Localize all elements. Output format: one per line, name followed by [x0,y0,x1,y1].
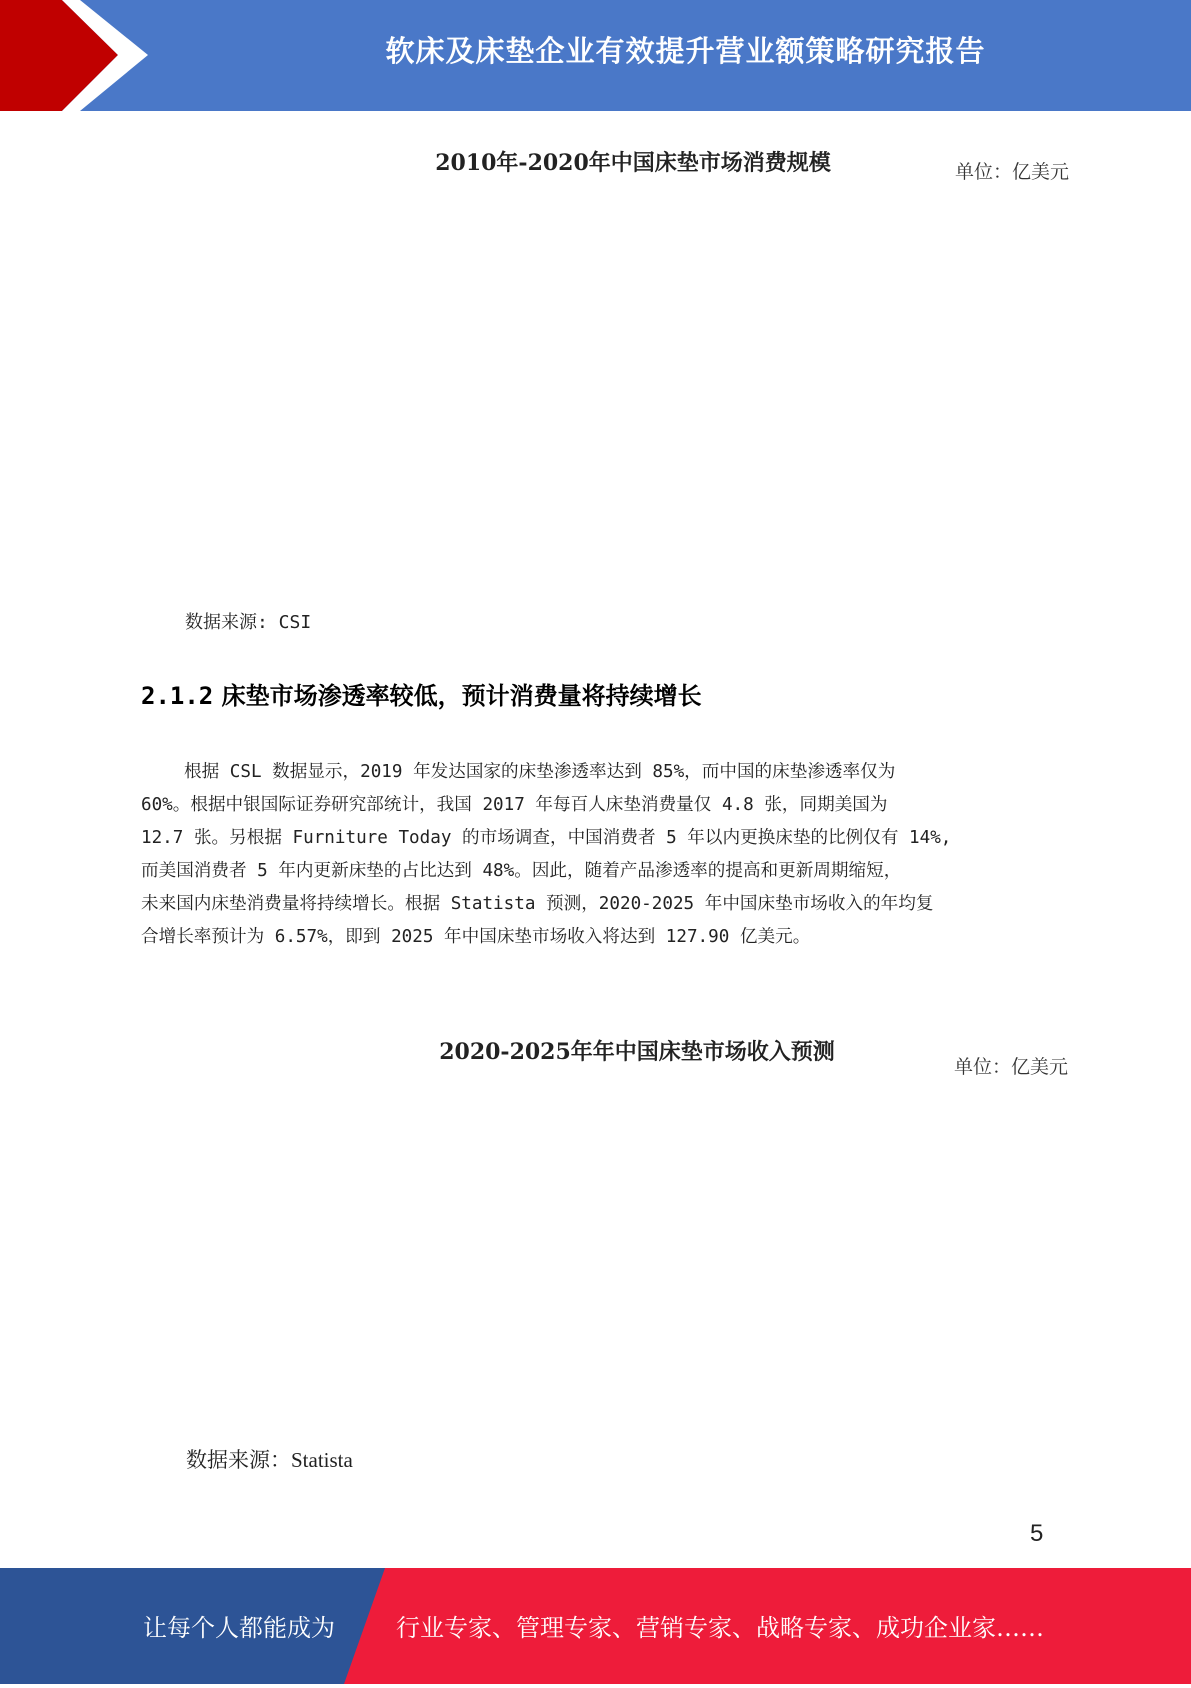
paragraph-line: 未来国内床垫消费量将持续增长。根据 Statista 预测，2020-2025 年中国床垫市场收入的年均复 [141,894,934,914]
page-header [0,0,1191,111]
paragraph-line: 12.7 张。另根据 Furniture Today 的市场调查，中国消费者 5 年以内更换床垫的比例仅有 14%, [141,828,952,848]
body-paragraph [141,756,1061,954]
chart-revenue-forecast [140,1035,1080,1435]
chart2-unit: 单位：亿美元 [953,1056,1068,1078]
footer-slogan-left: 让每个人都能成为 [143,1614,335,1642]
chart1-source: 数据来源: CSI [185,612,312,633]
page-number: 5 [1030,1520,1044,1547]
paragraph-line: 根据 CSL 数据显示，2019 年发达国家的床垫渗透率达到 85%，而中国的床垫渗透率仅为 [184,762,896,782]
paragraph-line: 而美国消费者 5 年内更新床垫的占比达到 48%。因此，随着产品渗透率的提高和更新周期缩短， [141,861,902,881]
footer-slogan-right: 行业专家、管理专家、营销专家、战略专家、成功企业家…… [396,1614,1044,1642]
chart1-svg [140,140,1080,580]
section-title: 床垫市场渗透率较低，预计消费量将持续增长 [221,682,702,710]
section-heading [141,676,702,711]
chart2-title: 2020-2025年年中国床垫市场收入预测 [439,1039,835,1065]
paragraph-line: 60%。根据中银国际证券研究部统计，我国 2017 年每百人床垫消费量仅 4.8 张，同期美国为 [141,795,888,815]
section-number: 2.1.2 [141,682,214,710]
paragraph-line: 合增长率预计为 6.57%，即到 2025 年中国床垫市场收入将达到 127.90 亿美元。 [141,927,811,947]
chart1-unit: 单位：亿美元 [954,161,1069,183]
chart2-svg [140,1035,1080,1435]
page-footer [0,1568,1191,1684]
header-title: 软床及床垫企业有效提升营业额策略研究报告 [385,34,986,68]
chart-consumption-scale [140,140,1080,580]
chart1-title: 2010年-2020年中国床垫市场消费规模 [435,150,831,176]
chart2-source: 数据来源：Statista [186,1448,353,1472]
